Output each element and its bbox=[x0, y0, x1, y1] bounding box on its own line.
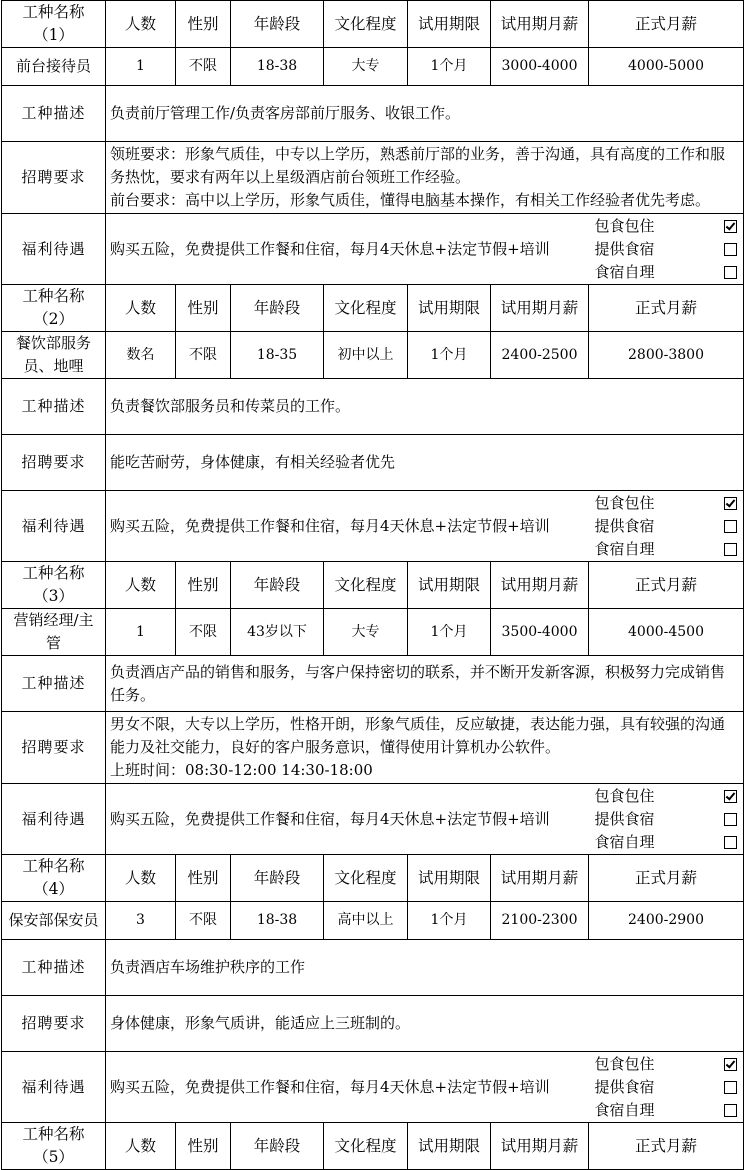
job-requirements-row bbox=[2, 435, 744, 491]
header-age: 年龄段 bbox=[231, 855, 324, 902]
requirement-line: 男女不限，大专以上学历，性格开朗，形象气质佳，反应敏捷，表达能力强，具有较强的沟通能力及社交能力，良好的客户服务意识，懂得使用计算机办公软件。 bbox=[110, 715, 726, 756]
job-requirements bbox=[106, 996, 744, 1052]
job-header-row bbox=[2, 285, 744, 332]
job-name: 保安部保安员 bbox=[2, 902, 106, 940]
job-title-header: 工种名称（1） bbox=[2, 1, 106, 48]
benefit-options bbox=[589, 1052, 744, 1123]
job-count: 1 bbox=[106, 609, 176, 656]
job-count: 3 bbox=[106, 902, 176, 940]
header-age: 年龄段 bbox=[231, 1123, 324, 1170]
unchecked-box-icon[interactable] bbox=[724, 243, 737, 256]
benefit-option bbox=[595, 515, 738, 538]
job-info-row bbox=[2, 609, 744, 656]
benefit-option-label: 食宿自理 bbox=[594, 262, 655, 281]
benefit-option-label: 提供食宿 bbox=[594, 516, 655, 535]
requirement-line: 上班时间：08:30-12:00 14:30-18:00 bbox=[110, 761, 373, 779]
benefit-option-label: 包食包住 bbox=[594, 786, 655, 805]
job-description: 负责前厅管理工作/负责客房部前厅服务、收银工作。 bbox=[106, 86, 744, 142]
benefit-option-label: 包食包住 bbox=[594, 493, 655, 512]
header-count: 人数 bbox=[106, 562, 176, 609]
job-education: 高中以上 bbox=[324, 902, 408, 940]
job-age: 18-35 bbox=[231, 332, 324, 379]
job-description: 负责酒店车场维护秩序的工作 bbox=[106, 940, 744, 996]
job-count: 1 bbox=[106, 48, 176, 86]
job-education: 大专 bbox=[324, 48, 408, 86]
unchecked-box-icon[interactable] bbox=[724, 813, 737, 826]
unchecked-box-icon[interactable] bbox=[724, 1081, 737, 1094]
benefit-option bbox=[595, 808, 738, 831]
job-name: 前台接待员 bbox=[2, 48, 106, 86]
job-salary: 4000-5000 bbox=[589, 48, 744, 86]
benefit-option bbox=[595, 785, 738, 808]
header-salary: 正式月薪 bbox=[589, 285, 744, 332]
job-table bbox=[1, 0, 744, 1170]
job-info-row bbox=[2, 902, 744, 940]
header-salary: 正式月薪 bbox=[589, 1123, 744, 1170]
benefit-option bbox=[595, 215, 738, 238]
job-salary: 4000-4500 bbox=[589, 609, 744, 656]
unchecked-box-icon[interactable] bbox=[724, 520, 737, 533]
header-trial-salary: 试用期月薪 bbox=[491, 285, 589, 332]
header-education: 文化程度 bbox=[324, 1, 408, 48]
job-age: 18-38 bbox=[231, 48, 324, 86]
header-trial-salary: 试用期月薪 bbox=[491, 1, 589, 48]
header-education: 文化程度 bbox=[324, 285, 408, 332]
job-age: 18-38 bbox=[231, 902, 324, 940]
job-name: 营销经理/主管 bbox=[2, 609, 106, 656]
header-trial: 试用期限 bbox=[408, 562, 491, 609]
job-trial-salary: 2400-2500 bbox=[491, 332, 589, 379]
job-benefits: 购买五险，免费提供工作餐和住宿，每月4天休息+法定节假+培训 bbox=[106, 784, 589, 855]
header-trial: 试用期限 bbox=[408, 855, 491, 902]
benefit-options bbox=[589, 491, 744, 562]
job-title-header: 工种名称（4） bbox=[2, 855, 106, 902]
job-benefits-row bbox=[2, 1052, 744, 1123]
job-header-row bbox=[2, 1123, 744, 1170]
description-label: 工种描述 bbox=[2, 656, 106, 712]
benefit-option bbox=[595, 1053, 738, 1076]
benefit-option bbox=[595, 238, 738, 261]
benefit-option bbox=[595, 261, 738, 284]
requirement-line: 能吃苦耐劳，身体健康，有相关经验者优先 bbox=[110, 453, 396, 471]
benefit-option bbox=[595, 492, 738, 515]
job-benefits: 购买五险，免费提供工作餐和住宿，每月4天休息+法定节假+培训 bbox=[106, 1052, 589, 1123]
job-info-row bbox=[2, 48, 744, 86]
job-trial-salary: 3500-4000 bbox=[491, 609, 589, 656]
unchecked-box-icon[interactable] bbox=[724, 1104, 737, 1117]
benefit-option-label: 提供食宿 bbox=[594, 809, 655, 828]
job-gender: 不限 bbox=[176, 48, 231, 86]
job-trial-salary: 3000-4000 bbox=[491, 48, 589, 86]
description-label: 工种描述 bbox=[2, 940, 106, 996]
requirement-line: 领班要求：形象气质佳，中专以上学历，熟悉前厅部的业务，善于沟通，具有高度的工作和服务热忱，要求有两年以上星级酒店前台领班工作经验。 bbox=[110, 145, 726, 186]
benefit-option bbox=[595, 831, 738, 854]
job-trial: 1个月 bbox=[408, 48, 491, 86]
header-age: 年龄段 bbox=[231, 1, 324, 48]
requirements-label: 招聘要求 bbox=[2, 142, 106, 214]
benefit-option-label: 提供食宿 bbox=[594, 1077, 655, 1096]
description-label: 工种描述 bbox=[2, 86, 106, 142]
unchecked-box-icon[interactable] bbox=[724, 836, 737, 849]
benefits-label: 福利待遇 bbox=[2, 1052, 106, 1123]
job-trial-salary: 2100-2300 bbox=[491, 902, 589, 940]
job-description-row bbox=[2, 379, 744, 435]
job-trial: 1个月 bbox=[408, 609, 491, 656]
unchecked-box-icon[interactable] bbox=[724, 266, 737, 279]
job-education: 初中以上 bbox=[324, 332, 408, 379]
header-trial-salary: 试用期月薪 bbox=[491, 855, 589, 902]
benefit-option-label: 包食包住 bbox=[594, 216, 655, 235]
job-benefits: 购买五险，免费提供工作餐和住宿，每月4天休息+法定节假+培训 bbox=[106, 214, 589, 285]
checked-box-icon[interactable] bbox=[724, 1058, 737, 1071]
header-count: 人数 bbox=[106, 1123, 176, 1170]
header-salary: 正式月薪 bbox=[589, 1, 744, 48]
job-header-row bbox=[2, 855, 744, 902]
job-title-header: 工种名称（2） bbox=[2, 285, 106, 332]
job-info-row bbox=[2, 332, 744, 379]
header-education: 文化程度 bbox=[324, 855, 408, 902]
header-education: 文化程度 bbox=[324, 562, 408, 609]
header-gender: 性别 bbox=[176, 1123, 231, 1170]
job-gender: 不限 bbox=[176, 902, 231, 940]
unchecked-box-icon[interactable] bbox=[724, 543, 737, 556]
job-salary: 2400-2900 bbox=[589, 902, 744, 940]
benefits-label: 福利待遇 bbox=[2, 214, 106, 285]
job-requirements-row bbox=[2, 712, 744, 784]
header-count: 人数 bbox=[106, 1, 176, 48]
header-age: 年龄段 bbox=[231, 562, 324, 609]
requirement-line: 身体健康，形象气质讲，能适应上三班制的。 bbox=[110, 1014, 411, 1032]
job-header-row bbox=[2, 562, 744, 609]
requirements-label: 招聘要求 bbox=[2, 435, 106, 491]
benefits-label: 福利待遇 bbox=[2, 491, 106, 562]
requirements-label: 招聘要求 bbox=[2, 996, 106, 1052]
job-header-row bbox=[2, 1, 744, 48]
benefit-options bbox=[589, 214, 744, 285]
benefit-option-label: 食宿自理 bbox=[594, 1100, 655, 1119]
header-salary: 正式月薪 bbox=[589, 562, 744, 609]
header-trial-salary: 试用期月薪 bbox=[491, 562, 589, 609]
header-gender: 性别 bbox=[176, 1, 231, 48]
job-education: 大专 bbox=[324, 609, 408, 656]
requirements-label: 招聘要求 bbox=[2, 712, 106, 784]
job-description-row bbox=[2, 86, 744, 142]
job-benefits-row bbox=[2, 784, 744, 855]
checked-box-icon[interactable] bbox=[724, 790, 737, 803]
requirement-line: 前台要求：高中以上学历，形象气质佳，懂得电脑基本操作，有相关工作经验者优先考虑。 bbox=[110, 191, 711, 209]
header-trial: 试用期限 bbox=[408, 285, 491, 332]
benefit-option-label: 食宿自理 bbox=[594, 832, 655, 851]
header-trial: 试用期限 bbox=[408, 1, 491, 48]
job-description-row bbox=[2, 656, 744, 712]
benefit-options bbox=[589, 784, 744, 855]
job-description-row bbox=[2, 940, 744, 996]
job-requirements bbox=[106, 142, 744, 214]
benefit-option-label: 食宿自理 bbox=[594, 539, 655, 558]
header-gender: 性别 bbox=[176, 562, 231, 609]
job-benefits-row bbox=[2, 491, 744, 562]
checked-box-icon[interactable] bbox=[724, 220, 737, 233]
job-salary: 2800-3800 bbox=[589, 332, 744, 379]
benefit-option-label: 提供食宿 bbox=[594, 239, 655, 258]
job-title-header: 工种名称（3） bbox=[2, 562, 106, 609]
header-count: 人数 bbox=[106, 855, 176, 902]
job-trial: 1个月 bbox=[408, 902, 491, 940]
header-count: 人数 bbox=[106, 285, 176, 332]
job-benefits-row bbox=[2, 214, 744, 285]
benefit-option bbox=[595, 1076, 738, 1099]
benefits-label: 福利待遇 bbox=[2, 784, 106, 855]
job-title-header: 工种名称（5） bbox=[2, 1123, 106, 1170]
job-description: 负责餐饮部服务员和传菜员的工作。 bbox=[106, 379, 744, 435]
job-age: 43岁以下 bbox=[231, 609, 324, 656]
job-gender: 不限 bbox=[176, 332, 231, 379]
header-trial-salary: 试用期月薪 bbox=[491, 1123, 589, 1170]
benefit-option bbox=[595, 538, 738, 561]
job-description: 负责酒店产品的销售和服务，与客户保持密切的联系，并不断开发新客源，积极努力完成销售任务。 bbox=[106, 656, 744, 712]
header-gender: 性别 bbox=[176, 855, 231, 902]
job-gender: 不限 bbox=[176, 609, 231, 656]
checked-box-icon[interactable] bbox=[724, 497, 737, 510]
job-benefits: 购买五险，免费提供工作餐和住宿，每月4天休息+法定节假+培训 bbox=[106, 491, 589, 562]
job-name: 餐饮部服务员、地哩 bbox=[2, 332, 106, 379]
job-trial: 1个月 bbox=[408, 332, 491, 379]
benefit-option bbox=[595, 1099, 738, 1122]
header-salary: 正式月薪 bbox=[589, 855, 744, 902]
job-requirements bbox=[106, 712, 744, 784]
header-age: 年龄段 bbox=[231, 285, 324, 332]
job-requirements-row bbox=[2, 996, 744, 1052]
header-trial: 试用期限 bbox=[408, 1123, 491, 1170]
job-count: 数名 bbox=[106, 332, 176, 379]
benefit-option-label: 包食包住 bbox=[594, 1054, 655, 1073]
description-label: 工种描述 bbox=[2, 379, 106, 435]
header-gender: 性别 bbox=[176, 285, 231, 332]
header-education: 文化程度 bbox=[324, 1123, 408, 1170]
job-requirements-row bbox=[2, 142, 744, 214]
job-requirements bbox=[106, 435, 744, 491]
